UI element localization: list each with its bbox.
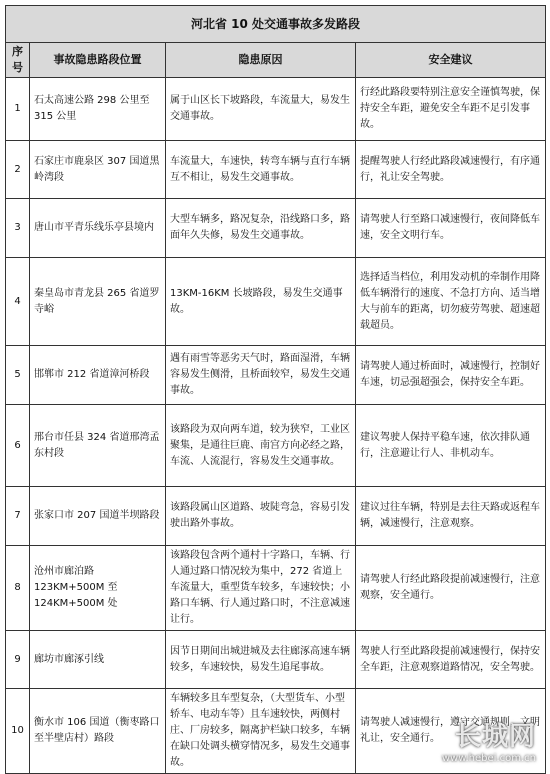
row-cause: 该路段属山区道路、坡陡弯急，容易引发驶出路外事故。 (166, 487, 356, 546)
row-cause: 车辆较多且车型复杂，（大型货车、小型轿车、电动车等）且车速较快，两侧村庄、厂房较多，隔离护栏缺口较多，车辆在缺口处调头横穿情况多，易发生交通事故。 (166, 689, 356, 774)
row-number: 5 (6, 346, 30, 405)
row-advice: 请驾驶人减速慢行，遵守交通规则，文明礼让，安全通行。 (356, 689, 546, 774)
row-location: 唐山市平青乐线乐亭县境内 (30, 199, 166, 258)
row-cause: 遇有雨雪等恶劣天气时，路面湿滑，车辆容易发生侧滑，且桥面较窄，易发生交通事故。 (166, 346, 356, 405)
row-location: 沧州市廊泊路 123KM+500M 至 124KM+500M 处 (30, 546, 166, 631)
row-cause: 车流量大，车速快，转弯车辆与直行车辆互不相让，易发生交通事故。 (166, 141, 356, 199)
row-cause: 大型车辆多，路况复杂，沿线路口多，路面年久失修，易发生交通事故。 (166, 199, 356, 258)
header-location: 事故隐患路段位置 (30, 43, 166, 78)
row-cause: 13KM-16KM 长坡路段，易发生交通事故。 (166, 258, 356, 346)
table-row (6, 199, 546, 258)
row-location: 廊坊市廊涿引线 (30, 631, 166, 689)
table-row (6, 141, 546, 199)
row-cause: 属于山区长下坡路段，车流量大，易发生交通事故。 (166, 78, 356, 141)
row-advice: 提醒驾驶人行经此路段减速慢行，有序通行，礼让安全驾驶。 (356, 141, 546, 199)
row-location: 邯郸市 212 省道漳河桥段 (30, 346, 166, 405)
row-number: 9 (6, 631, 30, 689)
row-advice: 行经此路段要特别注意安全谨慎驾驶，保持安全车距，避免安全车距不足引发事故。 (356, 78, 546, 141)
title-row (6, 6, 546, 43)
row-number: 3 (6, 199, 30, 258)
row-advice: 请驾驶人行经此路段提前减速慢行，注意观察，安全通行。 (356, 546, 546, 631)
row-number: 2 (6, 141, 30, 199)
row-number: 4 (6, 258, 30, 346)
header-row (6, 43, 546, 78)
row-number: 1 (6, 78, 30, 141)
accident-table-sheet (5, 5, 545, 774)
row-location: 衡水市 106 国道（衡枣路口至半壁店村）路段 (30, 689, 166, 774)
header-no: 序号 (6, 43, 30, 78)
row-advice: 请驾驶人通过桥面时，减速慢行，控制好车速，切忌强超强会，保持安全车距。 (356, 346, 546, 405)
row-number: 6 (6, 405, 30, 487)
row-cause: 该路段包含两个通村十字路口，车辆、行人通过路口情况较为集中，272 省道上车流量大，重型货车较多，车速较快；小路口车辆、行人通过路口时，不注意减速让行。 (166, 546, 356, 631)
table-row (6, 631, 546, 689)
row-location: 秦皇岛市青龙县 265 省道罗寺峪 (30, 258, 166, 346)
row-location: 张家口市 207 国道半坝路段 (30, 487, 166, 546)
row-location: 石家庄市鹿泉区 307 国道黑岭湾段 (30, 141, 166, 199)
row-number: 10 (6, 689, 30, 774)
row-advice: 建议驾驶人保持平稳车速，依次排队通行，注意避让行人、非机动车。 (356, 405, 546, 487)
watermark-url: www.hebei.com.cn (442, 753, 536, 764)
row-location: 邢台市任县 324 省道邢湾孟东村段 (30, 405, 166, 487)
row-location: 石太高速公路 298 公里至 315 公里 (30, 78, 166, 141)
row-advice: 选择适当档位，利用发动机的牵制作用降低车辆滑行的速度、不急打方向、适当增大与前车的距离，切勿疲劳驾驶、超速超载超员。 (356, 258, 546, 346)
site-watermark (442, 716, 536, 764)
table-row (6, 78, 546, 141)
table-title: 河北省 10 处交通事故多发路段 (6, 6, 546, 43)
table-row (6, 487, 546, 546)
row-number: 7 (6, 487, 30, 546)
row-number: 8 (6, 546, 30, 631)
row-advice: 驾驶人行至此路段提前减速慢行，保持安全车距，注意观察道路情况，安全驾驶。 (356, 631, 546, 689)
header-advice: 安全建议 (356, 43, 546, 78)
table-row (6, 258, 546, 346)
header-cause: 隐患原因 (166, 43, 356, 78)
row-cause: 因节日期间出城进城及去往廊涿高速车辆较多，车速较快，易发生追尾事故。 (166, 631, 356, 689)
table-row (6, 346, 546, 405)
accident-table (5, 5, 546, 774)
row-advice: 请驾驶人行至路口减速慢行，夜间降低车速，安全文明行车。 (356, 199, 546, 258)
row-cause: 该路段为双向两车道，较为狭窄，工业区聚集，是通往巨鹿、南宫方向必经之路，车流、人流混行，容易发生交通事故。 (166, 405, 356, 487)
table-row (6, 405, 546, 487)
watermark-logo: 长城网 (442, 716, 536, 753)
table-row (6, 546, 546, 631)
row-advice: 建议过往车辆，特别是去往天路或返程车辆，减速慢行，注意观察。 (356, 487, 546, 546)
